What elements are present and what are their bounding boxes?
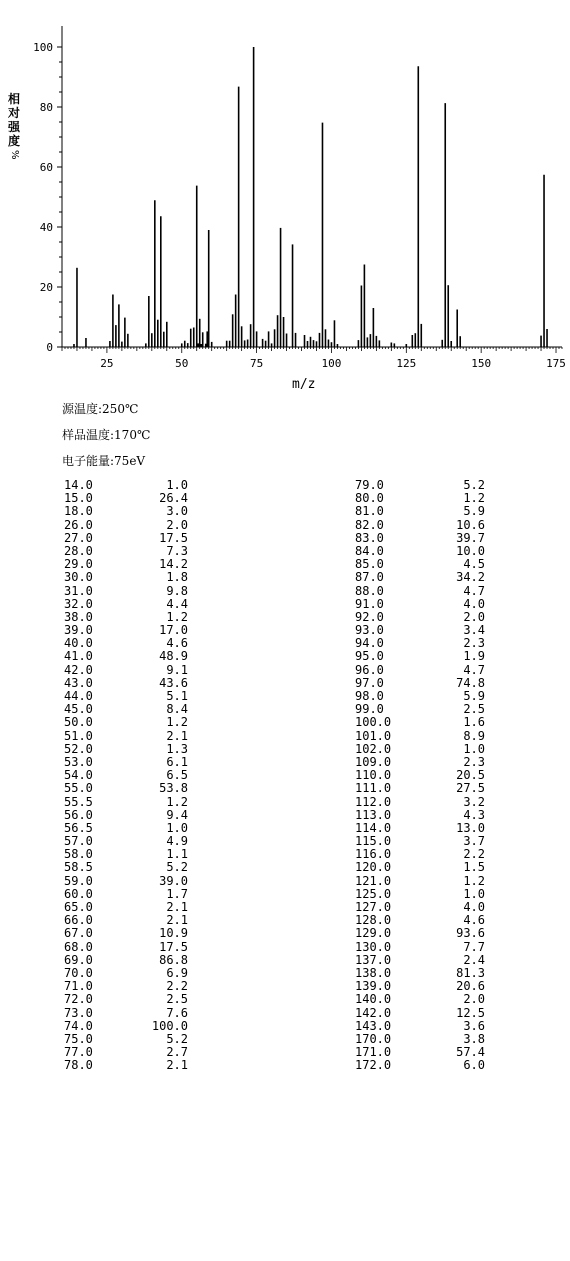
intensity-value: 1.2 [463,491,485,506]
intensity-value: 13.0 [456,820,485,835]
mz-value: 121.0 [355,873,392,888]
table-row [64,809,224,822]
intensity-value: 5.1 [166,689,188,703]
intensity-value: 7.3 [166,543,188,558]
mz-value: 55.0 [64,781,93,796]
table-row [355,650,515,663]
intensity-value: 4.7 [463,583,485,598]
mz-value: 56.0 [64,807,93,822]
mz-value: 116.0 [355,847,392,862]
table-row [355,796,515,809]
intensity-value: 93.6 [456,926,485,941]
mz-value: 97.0 [355,675,384,690]
intensity-value: 2.2 [463,847,485,862]
mz-value: 113.0 [355,807,392,822]
intensity-value: 12.5 [456,1005,485,1020]
mz-value: 99.0 [355,702,384,717]
intensity-value: 6.9 [166,965,188,980]
intensity-value: 4.9 [166,834,188,849]
mz-value: 115.0 [355,834,392,849]
mz-value: 112.0 [355,794,392,809]
intensity-value: 2.1 [166,1058,188,1073]
y-axis-label-text: 相 对 强 度 [7,92,20,148]
table-row [355,927,515,940]
intensity-value: 57.4 [456,1045,485,1060]
table-row [355,519,515,532]
mz-value: 84.0 [355,543,384,558]
mz-value: 60.0 [64,886,93,901]
mz-value: 57.0 [64,834,93,849]
table-row [64,598,224,611]
mz-value: 170.0 [355,1031,392,1046]
table-row [355,941,515,954]
intensity-value: 6.5 [166,768,188,783]
table-row [355,730,515,743]
table-row [64,1020,224,1033]
sample-temperature: 样品温度:170℃ [62,428,151,442]
intensity-value: 27.5 [456,781,485,796]
intensity-value: 4.4 [166,596,188,611]
table-row [64,519,224,532]
intensity-value: 43.6 [159,675,188,690]
intensity-value: 17.5 [159,939,188,954]
mz-value: 111.0 [355,781,392,796]
mz-value: 137.0 [355,952,392,967]
mz-value: 43.0 [64,675,93,690]
intensity-value: 1.0 [463,741,485,756]
mz-value: 94.0 [355,636,384,651]
mz-value: 142.0 [355,1005,392,1020]
intensity-value: 4.7 [463,662,485,677]
table-row [64,505,224,518]
mz-value: 15.0 [64,491,93,506]
intensity-value: 8.9 [463,728,485,743]
intensity-value: 7.6 [166,1005,188,1020]
mz-value: 87.0 [355,570,384,585]
table-row [64,730,224,743]
intensity-value: 20.5 [456,768,485,783]
table-row [64,532,224,545]
mz-value: 51.0 [64,728,93,743]
table-row [355,809,515,822]
intensity-value: 4.0 [463,596,485,611]
table-row [64,664,224,677]
intensity-value: 1.1 [166,847,188,862]
mz-value: 54.0 [64,768,93,783]
intensity-value: 4.6 [166,636,188,651]
intensity-value: 1.9 [463,649,485,664]
x-tick-label: 75 [249,357,264,370]
x-tick-label: 50 [175,357,189,370]
mz-value: 143.0 [355,1018,392,1033]
mz-value: 52.0 [64,741,93,756]
intensity-value: 48.9 [159,649,188,664]
peak-table-right [355,479,515,1072]
mz-value: 85.0 [355,557,384,572]
intensity-value: 17.5 [159,530,188,545]
mz-value: 38.0 [64,609,93,624]
table-row [64,941,224,954]
mz-value: 83.0 [355,530,384,545]
intensity-value: 1.2 [463,873,485,888]
mz-value: 114.0 [355,820,392,835]
intensity-value: 1.2 [166,609,188,624]
intensity-value: 1.2 [166,794,188,809]
table-row [64,1059,224,1072]
mz-value: 73.0 [64,1005,93,1020]
intensity-value: 100.0 [151,1018,188,1033]
mz-value: 125.0 [355,886,392,901]
intensity-value: 1.0 [166,820,188,835]
mz-value: 81.0 [355,504,384,519]
mz-value: 72.0 [64,992,93,1007]
intensity-value: 26.4 [159,491,188,506]
table-row [64,716,224,729]
table-row [64,1007,224,1020]
mz-value: 110.0 [355,768,392,783]
mz-value: 100.0 [355,715,392,730]
mz-value: 45.0 [64,702,93,717]
intensity-value: 4.0 [463,900,485,914]
mz-value: 139.0 [355,979,392,994]
intensity-value: 34.2 [456,570,485,585]
mz-value: 42.0 [64,662,93,677]
x-tick-label: 100 [321,357,342,370]
mz-value: 95.0 [355,649,384,664]
intensity-value: 3.8 [463,1031,485,1046]
table-row [64,993,224,1006]
table-row [355,954,515,967]
table-row [355,532,515,545]
table-row [64,796,224,809]
intensity-value: 2.2 [166,979,188,994]
source-temperature: 源温度:250℃ [62,402,139,416]
table-row [355,1059,515,1072]
intensity-value: 1.8 [166,570,188,585]
intensity-value: 3.4 [463,623,485,638]
mz-value: 26.0 [64,517,93,532]
intensity-value: 6.1 [166,754,188,769]
mz-value: 59.0 [64,873,93,888]
mz-value: 93.0 [355,623,384,638]
intensity-value: 2.5 [463,702,485,717]
mz-value: 58.0 [64,847,93,862]
intensity-value: 2.0 [463,609,485,624]
mz-value: 129.0 [355,926,392,941]
intensity-value: 3.0 [166,504,188,519]
table-row [355,993,515,1006]
electron-energy: 电子能量:75eV [62,454,146,468]
mz-value: 80.0 [355,491,384,506]
mz-value: 140.0 [355,992,392,1007]
intensity-value: 9.1 [166,662,188,677]
table-row [64,954,224,967]
table-row [355,598,515,611]
table-row [355,1020,515,1033]
intensity-value: 2.3 [463,636,485,651]
intensity-value: 14.2 [159,557,188,572]
y-tick-label: 0 [46,341,53,354]
mz-value: 41.0 [64,649,93,664]
intensity-value: 86.8 [159,952,188,967]
mz-value: 28.0 [64,543,93,558]
intensity-value: 5.9 [463,689,485,703]
x-tick-label: 25 [100,357,114,370]
table-row [355,505,515,518]
mz-value: 44.0 [64,689,93,703]
table-row [355,716,515,729]
intensity-value: 1.3 [166,741,188,756]
mz-value: 14.0 [64,478,93,492]
intensity-value: 2.7 [166,1045,188,1060]
mz-value: 74.0 [64,1018,93,1033]
y-tick-label: 20 [39,281,53,294]
mz-value: 102.0 [355,741,392,756]
mz-value: 58.5 [64,860,93,875]
mass-spectrum-chart [0,0,570,375]
mz-value: 50.0 [64,715,93,730]
mz-value: 127.0 [355,900,392,914]
table-row [355,585,515,598]
intensity-value: 2.0 [166,517,188,532]
mz-value: 53.0 [64,754,93,769]
intensity-value: 74.8 [456,675,485,690]
mz-value: 96.0 [355,662,384,677]
intensity-value: 2.1 [166,913,188,928]
x-tick-label: 150 [471,357,492,370]
mz-value: 40.0 [64,636,93,651]
table-row [64,585,224,598]
intensity-value: 10.6 [456,517,485,532]
intensity-value: 2.1 [166,900,188,914]
mz-value: 39.0 [64,623,93,638]
intensity-value: 8.4 [166,702,188,717]
mz-value: 82.0 [355,517,384,532]
table-row [355,571,515,584]
intensity-value: 39.7 [456,530,485,545]
intensity-value: 10.9 [159,926,188,941]
mz-value: 78.0 [64,1058,93,1073]
table-row [355,861,515,874]
table-row [355,664,515,677]
intensity-value: 1.5 [463,860,485,875]
intensity-value: 5.2 [166,860,188,875]
intensity-value: 5.2 [463,478,485,492]
mz-value: 70.0 [64,965,93,980]
table-row [355,743,515,756]
y-tick-label: 60 [39,161,53,174]
intensity-value: 10.0 [456,543,485,558]
mz-value: 77.0 [64,1045,93,1060]
mz-value: 171.0 [355,1045,392,1060]
mz-value: 32.0 [64,596,93,611]
table-row [64,927,224,940]
mz-value: 67.0 [64,926,93,941]
intensity-value: 1.2 [166,715,188,730]
intensity-value: 7.7 [463,939,485,954]
mz-value: 92.0 [355,609,384,624]
mz-value: 128.0 [355,913,392,928]
mz-value: 109.0 [355,754,392,769]
mz-value: 66.0 [64,913,93,928]
x-tick-label: 125 [396,357,417,370]
mz-value: 18.0 [64,504,93,519]
mz-value: 120.0 [355,860,392,875]
table-row [355,1007,515,1020]
intensity-value: 2.4 [463,952,485,967]
y-tick-label: 80 [39,101,53,114]
peak-table-left [64,479,224,1072]
mz-value: 101.0 [355,728,392,743]
intensity-value: 1.0 [166,478,188,492]
intensity-value: 2.5 [166,992,188,1007]
x-tick-label: 175 [546,357,566,370]
mz-value: 91.0 [355,596,384,611]
mz-value: 29.0 [64,557,93,572]
mz-value: 65.0 [64,900,93,914]
intensity-value: 17.0 [159,623,188,638]
mz-value: 130.0 [355,939,392,954]
mz-value: 98.0 [355,689,384,703]
y-tick-label: 100 [33,41,53,54]
intensity-value: 3.2 [463,794,485,809]
intensity-value: 5.2 [166,1031,188,1046]
mz-value: 79.0 [355,478,384,492]
mz-value: 30.0 [64,570,93,585]
mz-value: 69.0 [64,952,93,967]
mz-value: 55.5 [64,794,93,809]
intensity-value: 1.0 [463,886,485,901]
table-row [355,782,515,795]
mz-value: 71.0 [64,979,93,994]
intensity-value: 2.3 [463,754,485,769]
table-row [64,571,224,584]
table-row [64,861,224,874]
mz-value: 68.0 [64,939,93,954]
intensity-value: 5.9 [463,504,485,519]
mz-value: 27.0 [64,530,93,545]
intensity-value: 3.6 [463,1018,485,1033]
intensity-value: 2.1 [166,728,188,743]
intensity-value: 39.0 [159,873,188,888]
table-row [64,650,224,663]
intensity-value: 1.6 [463,715,485,730]
intensity-value: 1.7 [166,886,188,901]
intensity-value: 9.4 [166,807,188,822]
intensity-value: 4.6 [463,913,485,928]
y-tick-label: 40 [39,221,53,234]
mz-value: 172.0 [355,1058,392,1073]
intensity-value: 4.5 [463,557,485,572]
table-row [64,743,224,756]
table-row [355,875,515,888]
mz-value: 138.0 [355,965,392,980]
intensity-value: 2.0 [463,992,485,1007]
intensity-value: 9.8 [166,583,188,598]
mz-value: 56.5 [64,820,93,835]
intensity-value: 6.0 [463,1058,485,1073]
y-axis-label [7,92,21,160]
table-row [64,782,224,795]
intensity-value: 3.7 [463,834,485,849]
intensity-value: 20.6 [456,979,485,994]
x-axis-label: m/z [292,377,316,392]
mz-value: 75.0 [64,1031,93,1046]
intensity-value: 4.3 [463,807,485,822]
table-row [64,875,224,888]
mz-value: 88.0 [355,583,384,598]
mz-value: 31.0 [64,583,93,598]
y-axis-unit: % [9,150,20,160]
intensity-value: 53.8 [159,781,188,796]
intensity-value: 81.3 [456,965,485,980]
